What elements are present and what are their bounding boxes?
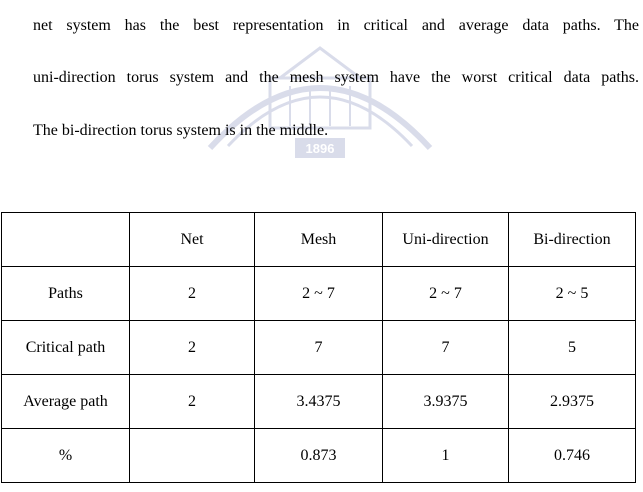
row-label: %: [2, 429, 130, 483]
table-cell: 2 ~ 7: [383, 267, 509, 321]
table-cell: 7: [255, 321, 383, 375]
header-cell-empty: [2, 213, 130, 267]
header-cell-uni-direction: Uni-direction: [383, 213, 509, 267]
university-seal-watermark: [200, 38, 440, 178]
table-cell: 3.9375: [383, 375, 509, 429]
table-cell: 7: [383, 321, 509, 375]
table-cell: 3.4375: [255, 375, 383, 429]
table-cell: [130, 429, 255, 483]
table-row-critical-path: [2, 321, 636, 375]
table-row-average-path: [2, 375, 636, 429]
table-cell: 2: [130, 267, 255, 321]
watermark-year: 1896: [305, 141, 335, 156]
paragraph-line-2: uni-direction torus system and the mesh system have the worst critical data paths.: [33, 69, 639, 86]
row-label: Critical path: [2, 321, 130, 375]
table-cell: 2: [130, 375, 255, 429]
header-cell-bi-direction: Bi-direction: [509, 213, 636, 267]
row-label: Average path: [2, 375, 130, 429]
table-row-percent: [2, 429, 636, 483]
table-cell: 0.746: [509, 429, 636, 483]
table-row-paths: [2, 267, 636, 321]
table-cell: 0.873: [255, 429, 383, 483]
row-label: Paths: [2, 267, 130, 321]
table-header-row: [2, 213, 636, 267]
table-cell: 2 ~ 7: [255, 267, 383, 321]
table-cell: 2: [130, 321, 255, 375]
table-cell: 2.9375: [509, 375, 636, 429]
header-cell-mesh: Mesh: [255, 213, 383, 267]
table-cell: 5: [509, 321, 636, 375]
paragraph-line-3: The bi-direction torus system is in the middle.: [33, 122, 329, 139]
paragraph-line-1: net system has the best representation in critical and average data paths. The: [33, 17, 639, 34]
table-cell: 2 ~ 5: [509, 267, 636, 321]
path-comparison-table: [1, 212, 636, 483]
header-cell-net: Net: [130, 213, 255, 267]
table-cell: 1: [383, 429, 509, 483]
